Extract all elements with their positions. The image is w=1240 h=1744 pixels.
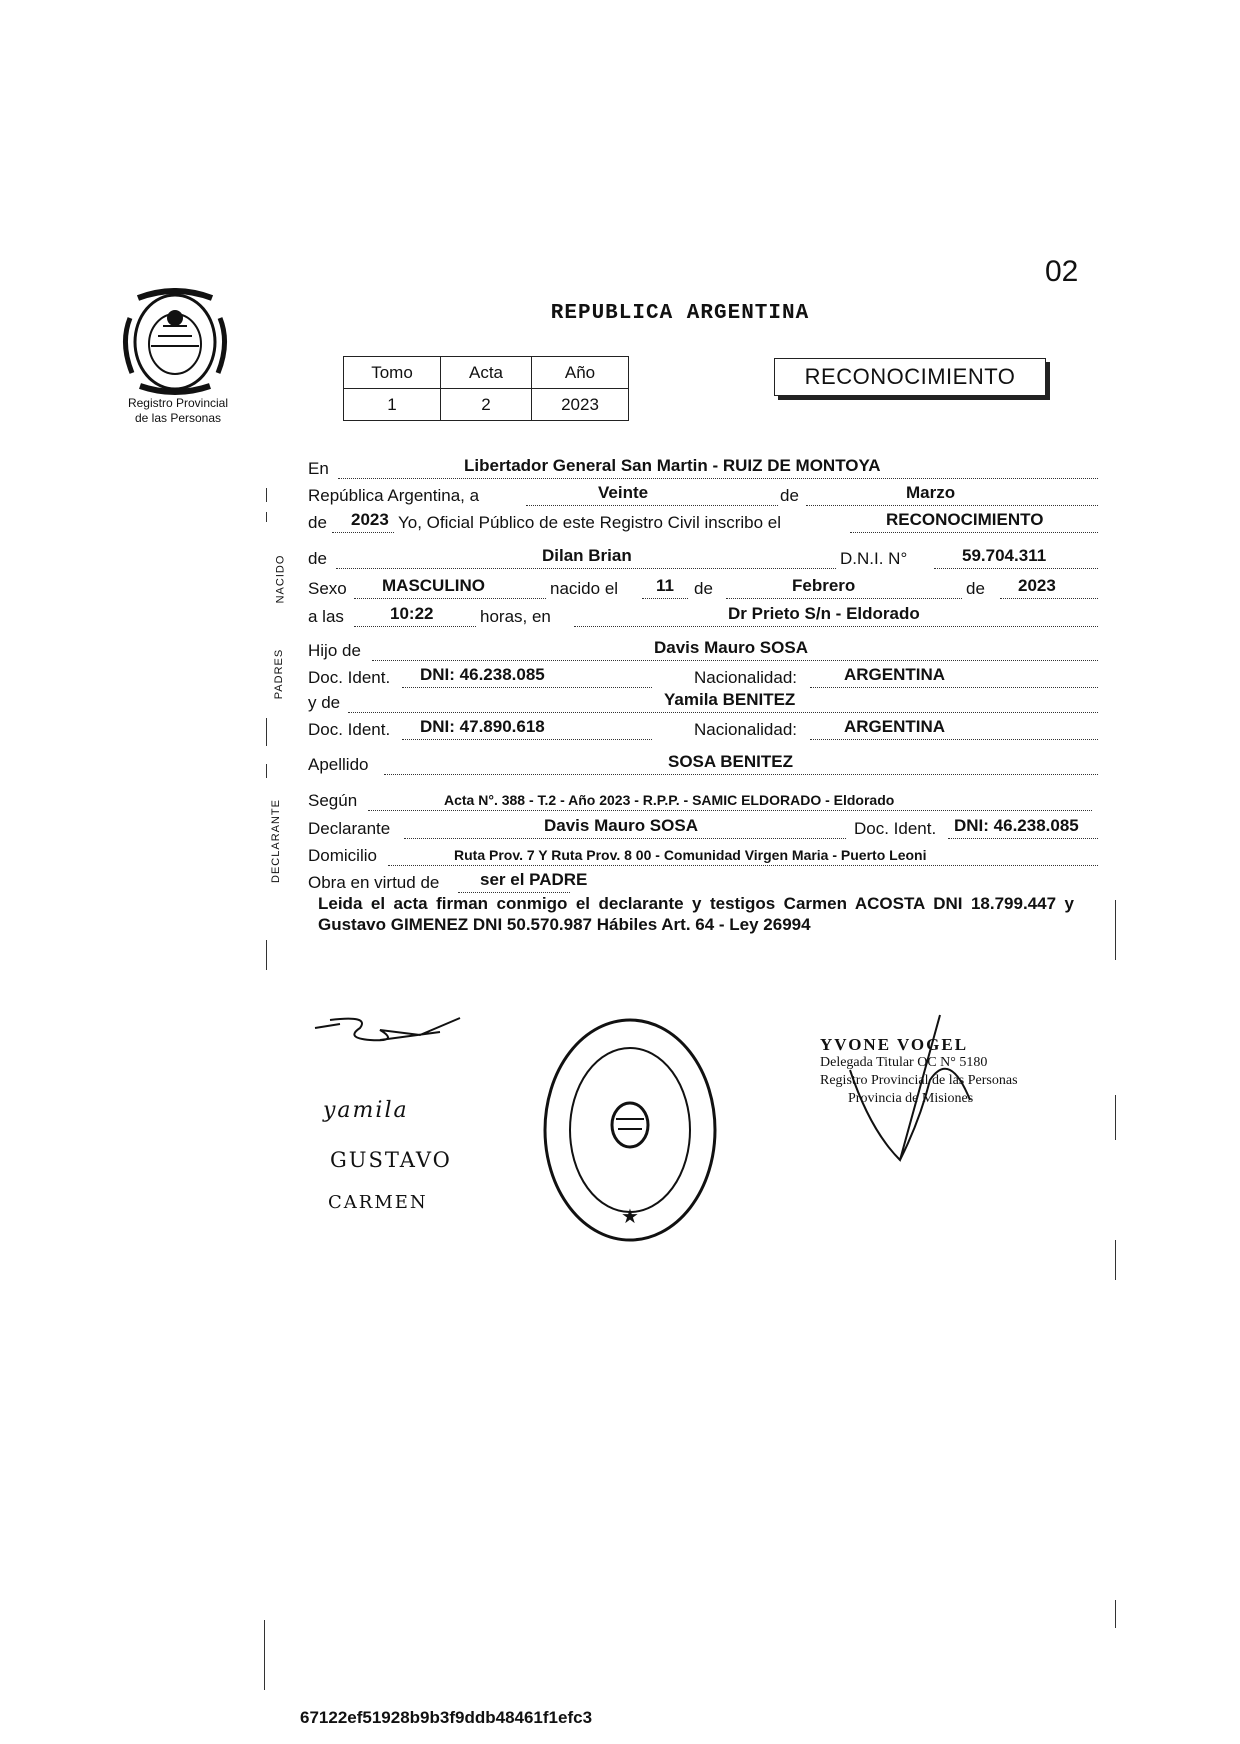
value-nac1: ARGENTINA (844, 665, 946, 684)
value-lugar: Dr Prieto S/n - Eldorado (728, 604, 920, 623)
label-yde: y de (308, 693, 341, 712)
header-acta: Acta (441, 357, 532, 389)
seal-caption (108, 396, 248, 426)
value-obra: ser el PADRE (480, 870, 588, 889)
label-dni: D.N.I. N° (840, 549, 908, 568)
label-hijo: Hijo de (308, 641, 361, 660)
value-inscribo: RECONOCIMIENTO (886, 510, 1044, 529)
label-apellido: Apellido (308, 755, 369, 774)
svg-text:★: ★ (621, 1204, 639, 1228)
margin-mark (1115, 900, 1116, 960)
form-line-oficial (308, 512, 1098, 536)
form-line-domicilio (308, 845, 1098, 869)
value-nac-dia: 11 (656, 576, 674, 595)
margin-mark (266, 764, 267, 778)
officer-signature (830, 1010, 990, 1200)
value-nombre: Dilan Brian (542, 546, 632, 565)
form-line-madre (308, 692, 1098, 716)
value-declarante: Davis Mauro SOSA (544, 816, 698, 835)
officer-province: Provincia de Misiones (848, 1091, 974, 1106)
form-line-segun (308, 790, 1098, 814)
reading-paragraph: Leida el acta firman conmigo el declarante y testigos Carmen ACOSTA DNI 18.799.447 y Gustavo GIMENEZ DNI 50.570.987 Hábiles Art. 64 - Ley 26994 (318, 894, 1074, 934)
label-domicilio: Domicilio (308, 846, 377, 865)
form-line-sexo (308, 578, 1098, 602)
value-doc2: DNI: 47.890.618 (420, 717, 545, 736)
seal-caption-line1: Registro Provincial (127, 396, 229, 410)
value-madre: Yamila BENITEZ (664, 690, 796, 709)
label-sexo: Sexo (308, 579, 347, 598)
value-segun: Acta N°. 388 - T.2 - Año 2023 - R.P.P. - SAMIC ELDORADO - Eldorado (444, 792, 895, 808)
label-de2: de (308, 513, 327, 532)
signature-yamila: yamila (323, 1098, 409, 1123)
value-sexo: MASCULINO (382, 576, 485, 595)
form-line-doc1 (308, 667, 1098, 691)
form-line-apellido (308, 754, 1098, 778)
margin-mark (266, 512, 267, 522)
officer-registry: Registro Provincial de las Personas (820, 1073, 1018, 1088)
side-label-declarante: DECLARANTE (269, 799, 282, 883)
label-doc3: Doc. Ident. (854, 819, 937, 838)
label-nacido: nacido el (550, 579, 619, 598)
value-dni: 59.704.311 (962, 546, 1047, 565)
stamp-text (590, 1230, 591, 1231)
value-nac2: ARGENTINA (844, 717, 946, 736)
value-nac-anio: 2023 (1018, 576, 1056, 595)
act-type-box: RECONOCIMIENTO (774, 358, 1046, 396)
side-label-padres: PADRES (273, 648, 286, 700)
form-line-doc2 (308, 719, 1098, 743)
margin-mark (266, 940, 267, 970)
value-anio: 2023 (351, 510, 389, 529)
label-en: En (308, 459, 329, 478)
margin-mark (1115, 1240, 1116, 1280)
value-hora: 10:22 (390, 604, 434, 623)
label-declarante: Declarante (308, 819, 391, 838)
label-doc2: Doc. Ident. (308, 720, 391, 739)
value-tomo: 1 (344, 389, 441, 421)
acta-table (343, 356, 629, 421)
signature-carmen: CARMEN (328, 1192, 428, 1213)
form-line-declarante (308, 818, 1098, 842)
header-anio: Año (532, 357, 629, 389)
margin-mark (266, 488, 267, 502)
seal-caption-line2: de las Personas (134, 411, 222, 425)
value-domicilio: Ruta Prov. 7 Y Ruta Prov. 8 00 - Comunidad Virgen Maria - Puerto Leoni (454, 847, 927, 863)
label-alas: a las (308, 607, 344, 626)
value-doc1: DNI: 46.238.085 (420, 665, 545, 684)
label-de5: de (966, 579, 985, 598)
document-hash: 67122ef51928b9b3f9ddb48461f1efc3 (300, 1708, 593, 1727)
officer-title: Delegada Titular OC N° 5180 (820, 1055, 988, 1070)
margin-mark (1115, 1095, 1116, 1140)
value-acta: 2 (441, 389, 532, 421)
value-mes: Marzo (906, 483, 956, 502)
margin-mark (266, 718, 267, 746)
value-apellido: SOSA BENITEZ (668, 752, 793, 771)
header-tomo: Tomo (344, 357, 441, 389)
label-de4: de (694, 579, 713, 598)
signature-gustavo: GUSTAVO (330, 1148, 452, 1172)
value-anio: 2023 (532, 389, 629, 421)
form-line-hijo (308, 640, 1098, 664)
form-line-nombre (308, 548, 1098, 572)
label-horas: horas, en (480, 607, 551, 626)
label-de: de (780, 486, 799, 505)
label-doc1: Doc. Ident. (308, 668, 391, 687)
declarant-signature (310, 1010, 470, 1060)
form-line-hora (308, 606, 1098, 630)
value-nac-mes: Febrero (792, 576, 856, 595)
side-label-nacido: NACIDO (274, 554, 287, 604)
value-dia: Veinte (598, 483, 649, 502)
page-number: 02 (1045, 255, 1079, 288)
form-line-republica (308, 485, 1098, 509)
delegation-stamp (540, 1015, 720, 1245)
provincial-seal (118, 288, 233, 396)
value-padre: Davis Mauro SOSA (654, 638, 808, 657)
value-en: Libertador General San Martin - RUIZ DE MONTOYA (464, 456, 881, 475)
stamp-outer-text (590, 1230, 591, 1231)
officer-name: YVONE VOGEL (820, 1035, 969, 1054)
value-doc3: DNI: 46.238.085 (954, 816, 1079, 835)
label-obra: Obra en virtud de (308, 873, 440, 892)
country-title: REPUBLICA ARGENTINA (550, 302, 810, 325)
label-segun: Según (308, 791, 358, 810)
label-nac1: Nacionalidad: (694, 668, 798, 687)
label-nac2: Nacionalidad: (694, 720, 798, 739)
label-republica: República Argentina, a (308, 486, 480, 505)
margin-mark (1115, 1600, 1116, 1628)
label-de3: de (308, 549, 327, 568)
form-line-en (308, 458, 1098, 482)
label-oficial: Yo, Oficial Público de este Registro Civil inscribo el (398, 513, 781, 532)
margin-mark (264, 1620, 265, 1690)
